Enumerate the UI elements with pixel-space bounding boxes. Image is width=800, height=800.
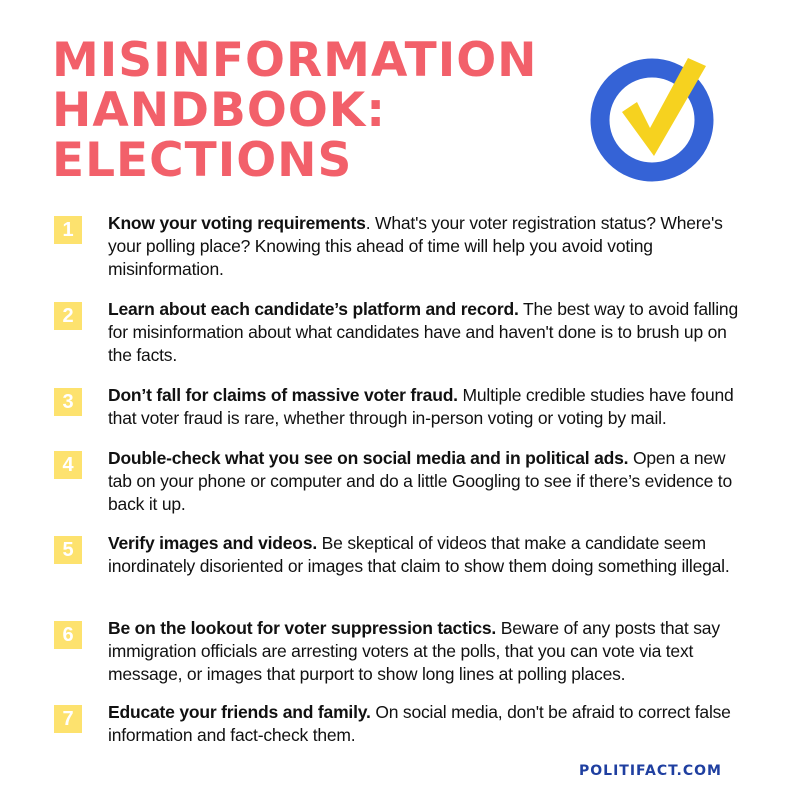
tip-number-badge: 3 <box>54 388 82 416</box>
footer-site-link[interactable]: POLITIFACT.COM <box>579 763 722 779</box>
title-line-3: ELECTIONS <box>52 133 353 188</box>
tip-body: On social media, don't be afraid to correct false information and fact-check them. <box>108 702 731 745</box>
tip-body: . What's your voter registration status? Where's your polling place? Knowing this ahead of time will help you avoid voting misinformation. <box>108 213 723 279</box>
checkmark-circle-icon <box>590 54 718 182</box>
tip-body: Be skeptical of videos that make a candidate seem inordinately disoriented or images that claim to show them doing something illegal. <box>108 533 730 576</box>
tip-text <box>108 532 744 578</box>
title-line-1: MISINFORMATION <box>52 33 538 88</box>
tip-text <box>108 701 744 747</box>
tip-body: The best way to avoid falling for misinformation about what candidates have and haven't done is to brush up on the facts. <box>108 299 738 365</box>
tip-body: Beware of any posts that say immigration officials are arresting voters at the polls, that you can vote via text message, or images that purport to show long lines at polling places. <box>108 618 720 684</box>
tip-number-badge: 6 <box>54 621 82 649</box>
tip-heading: Double-check what you see on social media and in political ads. <box>108 448 629 468</box>
title-line-2: HANDBOOK: <box>52 83 387 138</box>
tip-number-badge: 2 <box>54 302 82 330</box>
tip-text <box>108 617 744 686</box>
tip-heading: Learn about each candidate’s platform and record. <box>108 299 519 319</box>
tip-body: Open a new tab on your phone or computer and do a little Googling to see if there’s evidence to back it up. <box>108 448 732 514</box>
tip-number-badge: 7 <box>54 705 82 733</box>
tip-text <box>108 384 744 430</box>
tip-body: Multiple credible studies have found that voter fraud is rare, whether through in-person voting or voting by mail. <box>108 385 734 428</box>
tip-heading: Be on the lookout for voter suppression tactics. <box>108 618 497 638</box>
tip-number-badge: 1 <box>54 216 82 244</box>
tip-heading: Verify images and videos. <box>108 533 317 553</box>
tip-number-badge: 4 <box>54 451 82 479</box>
tip-text <box>108 298 744 367</box>
page-title <box>52 33 572 188</box>
tip-heading: Don’t fall for claims of massive voter fraud. <box>108 385 458 405</box>
tip-heading: Know your voting requirements <box>108 213 366 233</box>
tip-text <box>108 212 744 281</box>
tip-heading: Educate your friends and family. <box>108 702 371 722</box>
tip-number-badge: 5 <box>54 536 82 564</box>
tip-text <box>108 447 744 516</box>
